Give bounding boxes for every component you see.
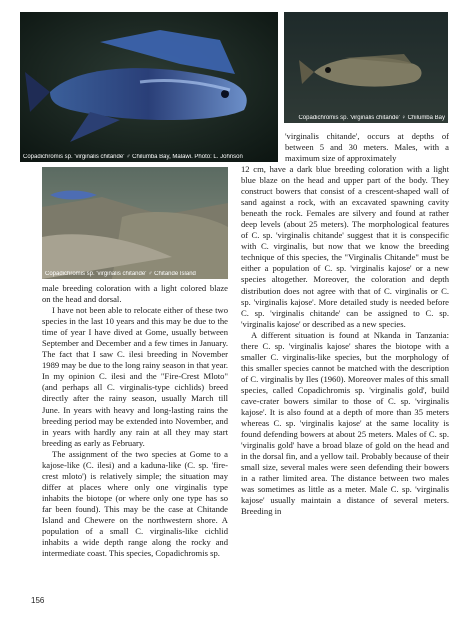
paragraph: 'virginalis chitande', occurs at depths of between 5 and 30 meters. Males, with a maximum size of approximately (285, 131, 449, 164)
paragraph: The assignment of the two species at Gome to a kajose-like (C. ilesi) and a kaduna-like (C. sp. 'fire-crest mloto') is relatively simple; the situation may differ at places where only one virginalis type inhabits the biotope (or where only one type has so far been found). This may be the case at Chitande Island and Chewere on the northwestern shore. A population of a small C. virginalis-like cichlid inhabits a wide depth range along the rocky and intermediate coast. This species, Copadichromis sp. (42, 448, 228, 559)
right-column (241, 164, 449, 518)
paragraph: I have not been able to relocate either of these two species in the last 10 years and this may be due to the time of year I have dived at Gome, usually between September and December and a few times in January. The fact that I saw C. ilesi breeding in November 1989 may be due to the long rainy season in that year. In my opinion C. ilesi and the "Fire-Crest Mloto" (and perhaps all C. virginalis-type cichlids) breed directly after the rainy season, usually March till June. In years with heavy and long-lasting rains the breeding period may be extended into November, and in years with hardly any rain at all they may start breeding as early as February. (42, 305, 228, 448)
photo-male-chilumba (20, 12, 278, 162)
right-column-intro (285, 131, 449, 164)
photo-caption: Copadichromis sp. 'virginalis chitande' ♂ Chilumba Bay, Malawi. Photo: L. Johnson (23, 154, 243, 160)
photo-caption: Copadichromis sp. 'virginalis chitande' ♀ Chilumba Bay (298, 115, 445, 121)
left-column (42, 283, 228, 559)
page-number: 156 (31, 596, 45, 605)
paragraph: A different situation is found at Nkanda in Tanzania: there C. sp. 'virginalis kajose' shares the biotope with a smaller C. virginalis-like species, but the morphology of this smaller species cannot be matched with the description of C. virginalis by Iles (1960). Moreover males of this small species, called Copadichromis sp. 'virginalis gold', build cave-crater bowers similar to those of C. sp. 'virginalis kajose'. It is also found at a depth of more than 35 meters whereas C. sp. 'virginalis kajose' at the same locality is found defending bowers at about 25 meters. Males of C. sp. 'virginalis gold' have a broad blaze of gold on the head and in the dorsal fin, and a yellow tail. Probably because of their small size, several males were seen defending their bowers in a rather limited area. The distance between two males was sometimes as little as a meter. Male C. sp. 'virginalis kajose' usually maintain a distance of several meters. Breeding in (241, 329, 449, 517)
paragraph: male breeding coloration with a light colored blaze on the head and dorsal. (42, 283, 228, 305)
paragraph: 12 cm, have a dark blue breeding coloration with a light blue blaze on the head and upper part of the body. They construct bowers that consist of a crescent-shaped wall of sand against a rock, with an excavated spawning cavity beneath the rock. Females are silvery and found at rather deep levels (about 25 meters). The morphological features of C. sp. 'virginalis chitande' suggest that it is conspecific with C. virginalis, but now that we know the breeding technique of this species, the "Virginalis Chitande" must be either a population of C. sp. 'virginalis kajose' or a new species altogether. Moreover, the coloration and depth distribution does not agree with that of C. virginalis or C. sp. 'virginalis kajose'. More detailed study is needed before C. sp. 'virginalis chitande' can be assigned to C. sp. 'virginalis kajose' or described as a new species. (241, 164, 449, 329)
photo-male-chitande-island (42, 167, 228, 279)
photo-female-chilumba (284, 12, 448, 123)
photo-caption: Copadichromis sp. 'virginalis chitande' ♂ Chitande Island (45, 271, 196, 277)
